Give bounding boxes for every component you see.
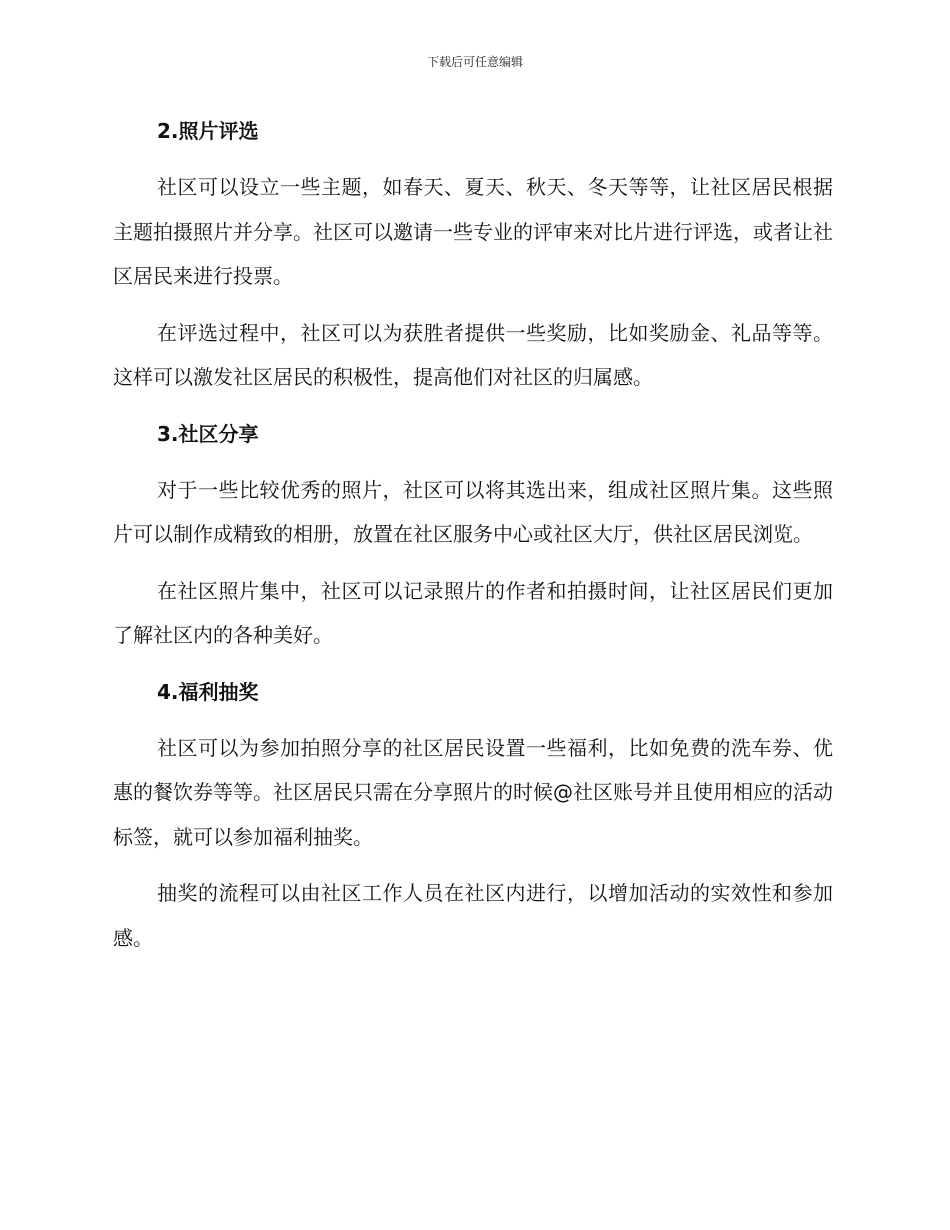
- paragraph: 社区可以设立一些主题，如春天、夏天、秋天、冬天等等，让社区居民根据主题拍摄照片并分享。社区可以邀请一些专业的评审来对比片进行评选，或者让社区居民来进行投票。: [113, 175, 833, 288]
- paragraph: 社区可以为参加拍照分享的社区居民设置一些福利，比如免费的洗车券、优惠的餐饮券等等。社区居民只需在分享照片的时候@社区账号并且使用相应的活动标签，就可以参加福利抽奖。: [113, 735, 833, 849]
- paragraph: 抽奖的流程可以由社区工作人员在社区内进行，以增加活动的实效性和参加感。: [113, 881, 833, 950]
- page-header: 下载后可任意编辑: [426, 55, 523, 69]
- section-heading-welfare-lottery: 4.福利抽奖: [157, 679, 259, 704]
- document-body: [113, 109, 833, 972]
- paragraph: 在社区照片集中，社区可以记录照片的作者和拍摄时间，让社区居民们更加了解社区内的各种美好。: [113, 578, 833, 647]
- section-heading-photo-selection: 2.照片评选: [157, 119, 259, 143]
- section-heading-community-sharing: 3.社区分享: [157, 421, 259, 446]
- paragraph: 对于一些比较优秀的照片，社区可以将其选出来，组成社区照片集。这些照片可以制作成精致的相册，放置在社区服务中心或社区大厅，供社区居民浏览。: [113, 477, 833, 546]
- paragraph: 在评选过程中，社区可以为获胜者提供一些奖励，比如奖励金、礼品等等。这样可以激发社区居民的积极性，提高他们对社区的归属感。: [113, 320, 833, 389]
